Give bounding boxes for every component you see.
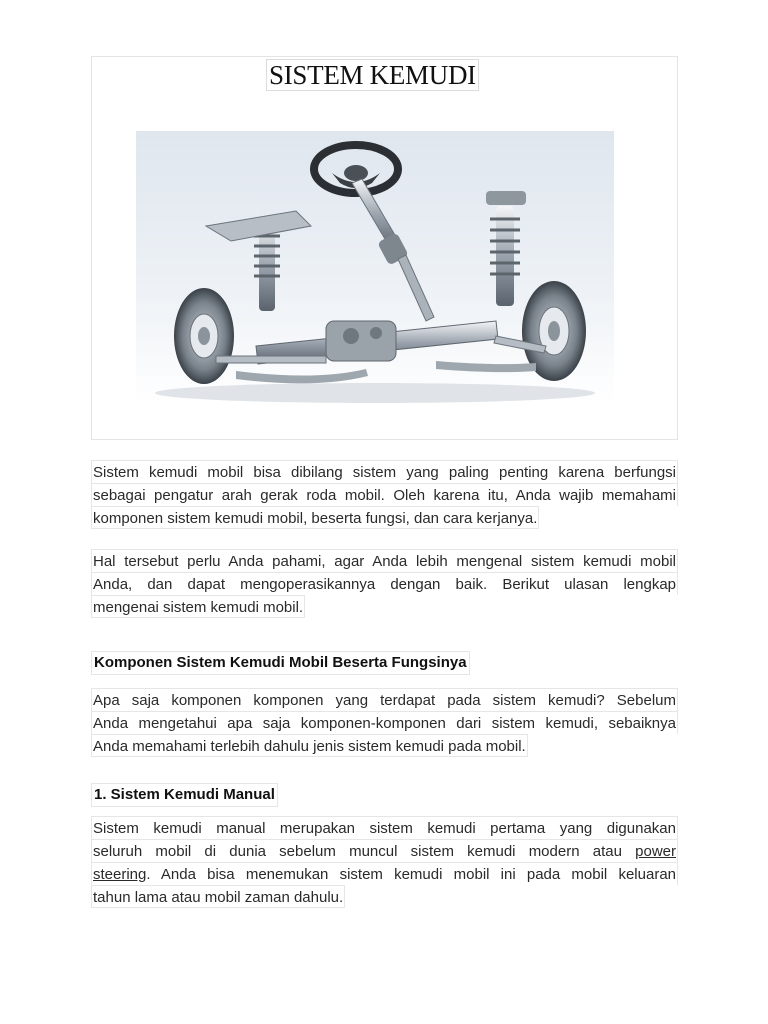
text-line: Anda memahami terlebih dahulu jenis sistem kemudi pada mobil. [91,734,528,757]
text-line: Sistem kemudi mobil bisa dibilang sistem yang paling penting karena berfungsi [91,460,678,483]
paragraph-intro [91,460,678,536]
paragraph-components [91,688,678,764]
text-line: Sistem kemudi manual merupakan sistem kemudi pertama yang digunakan [91,816,678,839]
paragraph-purpose [91,549,678,625]
text-line: tahun lama atau mobil zaman dahulu. [91,885,345,908]
text-line [91,862,678,885]
document-title: SISTEM KEMUDI [266,59,479,91]
steering-system-image [136,131,614,404]
section-heading-manual: 1. Sistem Kemudi Manual [91,783,278,807]
text-segment: seluruh mobil di dunia sebelum muncul sistem kemudi modern atau [93,843,622,860]
text-line: sebagai pengatur arah gerak roda mobil. Oleh karena itu, Anda wajib memahami [91,483,678,506]
paragraph-manual [91,816,678,915]
text-line: Hal tersebut perlu Anda pahami, agar Anda lebih mengenal sistem kemudi mobil [91,549,678,572]
section-heading-components: Komponen Sistem Kemudi Mobil Beserta Fungsinya [91,651,470,675]
text-line: Anda, dan dapat mengoperasikannya dengan baik. Berikut ulasan lengkap [91,572,678,595]
text-segment: . Anda bisa menemukan sistem kemudi mobil ini pada mobil keluaran [146,866,676,883]
text-line: Anda mengetahui apa saja komponen-komponen dari sistem kemudi, sebaiknya [91,711,678,734]
text-line: mengenai sistem kemudi mobil. [91,595,305,618]
text-line: Apa saja komponen komponen yang terdapat pada sistem kemudi? Sebelum [91,688,678,711]
text-line: komponen sistem kemudi mobil, beserta fungsi, dan cara kerjanya. [91,506,539,529]
power-steering-link-part2[interactable]: steering [93,866,147,883]
text-line [91,839,678,862]
power-steering-link-part1[interactable]: power [635,843,676,860]
